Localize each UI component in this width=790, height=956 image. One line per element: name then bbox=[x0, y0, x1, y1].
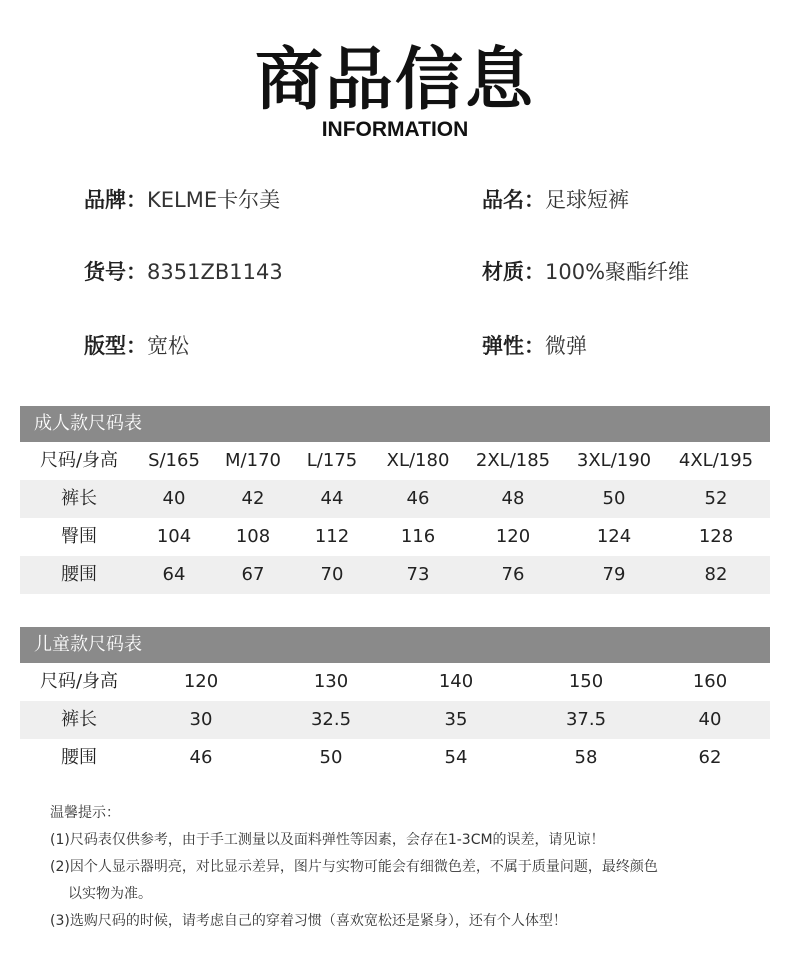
table-cell: 37.5 bbox=[565, 709, 607, 730]
table-cell: 130 bbox=[313, 671, 349, 692]
adult-table-title: 成人款尺码表 bbox=[20, 406, 770, 442]
kids-table-title: 儿童款尺码表 bbox=[20, 627, 770, 663]
table-cell: 52 bbox=[704, 488, 728, 509]
table-cell: 32.5 bbox=[310, 709, 352, 730]
table-cell: 73 bbox=[406, 564, 430, 585]
info-value: 足球短裤 bbox=[545, 188, 629, 212]
page-subtitle: INFORMATION bbox=[321, 118, 469, 141]
info-row-3 bbox=[0, 326, 790, 366]
table-cell: 58 bbox=[574, 747, 598, 768]
info-value: KELME卡尔美 bbox=[147, 188, 281, 212]
table-cell: 35 bbox=[444, 709, 468, 730]
page-title: 商品信息 bbox=[254, 41, 535, 120]
table-cell: 4XL/195 bbox=[678, 450, 754, 471]
table-cell: 40 bbox=[698, 709, 722, 730]
info-value: 宽松 bbox=[147, 334, 189, 358]
info-value: 100%聚酯纤维 bbox=[545, 260, 690, 284]
table-cell: 腰围 bbox=[61, 747, 97, 768]
table-cell: 124 bbox=[596, 526, 632, 547]
table-cell: 82 bbox=[704, 564, 728, 585]
tips-title: 温馨提示： bbox=[50, 805, 120, 821]
tip-item: (1)尺码表仅供参考，由于手工测量以及面料弹性等因素，会存在1-3CM的误差，请见谅！ bbox=[50, 832, 605, 848]
tip-item: (3)选购尺码的时候，请考虑自己的穿着习惯（喜欢宽松还是紧身），还有个人体型！ bbox=[50, 913, 567, 929]
table-cell: 160 bbox=[692, 671, 728, 692]
table-cell: 40 bbox=[162, 488, 186, 509]
info-row-1 bbox=[0, 180, 790, 220]
table-cell: 120 bbox=[495, 526, 531, 547]
table-cell: 70 bbox=[320, 564, 344, 585]
adult-size-table bbox=[20, 406, 770, 594]
table-cell: S/165 bbox=[148, 450, 200, 471]
info-item-fit bbox=[84, 326, 189, 366]
table-cell: 46 bbox=[189, 747, 213, 768]
info-value: 8351ZB1143 bbox=[147, 260, 283, 284]
info-item-item-number bbox=[84, 252, 283, 292]
info-item-brand bbox=[84, 180, 280, 220]
tips-section bbox=[50, 800, 658, 935]
kids-size-table bbox=[20, 627, 770, 777]
info-value: 微弹 bbox=[545, 334, 587, 358]
tip-item: (2)因个人显示器明亮，对比显示差异，图片与实物可能会有细微色差，不属于质量问题，最终颜色 bbox=[50, 859, 658, 875]
table-cell: 2XL/185 bbox=[475, 450, 551, 471]
table-cell: 尺码/身高 bbox=[39, 671, 119, 692]
table-cell: 44 bbox=[320, 488, 344, 509]
table-cell: 尺码/身高 bbox=[39, 450, 119, 471]
table-cell: 108 bbox=[235, 526, 271, 547]
table-cell: 3XL/190 bbox=[576, 450, 652, 471]
kids-header-row bbox=[20, 663, 770, 701]
table-cell: 50 bbox=[319, 747, 343, 768]
table-cell: 50 bbox=[602, 488, 626, 509]
info-row-2 bbox=[0, 252, 790, 292]
table-cell: 79 bbox=[602, 564, 626, 585]
table-row bbox=[20, 701, 770, 739]
adult-header-row bbox=[20, 442, 770, 480]
info-label: 品名： bbox=[482, 188, 545, 212]
info-label: 弹性： bbox=[482, 334, 545, 358]
table-cell: 140 bbox=[438, 671, 474, 692]
table-cell: 150 bbox=[568, 671, 604, 692]
table-cell: 裤长 bbox=[61, 709, 97, 730]
table-cell: L/175 bbox=[306, 450, 358, 471]
info-item-product-name bbox=[482, 180, 629, 220]
table-cell: 112 bbox=[314, 526, 350, 547]
table-cell: M/170 bbox=[225, 450, 281, 471]
table-cell: 46 bbox=[406, 488, 430, 509]
table-cell: 116 bbox=[400, 526, 436, 547]
table-cell: 腰围 bbox=[61, 564, 97, 585]
info-item-material bbox=[482, 252, 689, 292]
table-cell: 104 bbox=[156, 526, 192, 547]
table-row bbox=[20, 556, 770, 594]
table-cell: 64 bbox=[162, 564, 186, 585]
tip-item: 以实物为准。 bbox=[68, 886, 152, 902]
info-label: 货号： bbox=[84, 260, 147, 284]
table-cell: 67 bbox=[241, 564, 265, 585]
table-cell: XL/180 bbox=[386, 450, 450, 471]
table-cell: 48 bbox=[501, 488, 525, 509]
table-row bbox=[20, 518, 770, 556]
info-item-elasticity bbox=[482, 326, 587, 366]
info-label: 版型： bbox=[84, 334, 147, 358]
table-cell: 120 bbox=[183, 671, 219, 692]
info-label: 品牌： bbox=[84, 188, 147, 212]
table-cell: 54 bbox=[444, 747, 468, 768]
table-cell: 臀围 bbox=[61, 526, 97, 547]
table-cell: 裤长 bbox=[61, 488, 97, 509]
table-cell: 42 bbox=[241, 488, 265, 509]
table-cell: 76 bbox=[501, 564, 525, 585]
info-label: 材质： bbox=[482, 260, 545, 284]
table-cell: 30 bbox=[189, 709, 213, 730]
table-row bbox=[20, 739, 770, 777]
table-cell: 62 bbox=[698, 747, 722, 768]
table-row bbox=[20, 480, 770, 518]
table-cell: 128 bbox=[698, 526, 734, 547]
